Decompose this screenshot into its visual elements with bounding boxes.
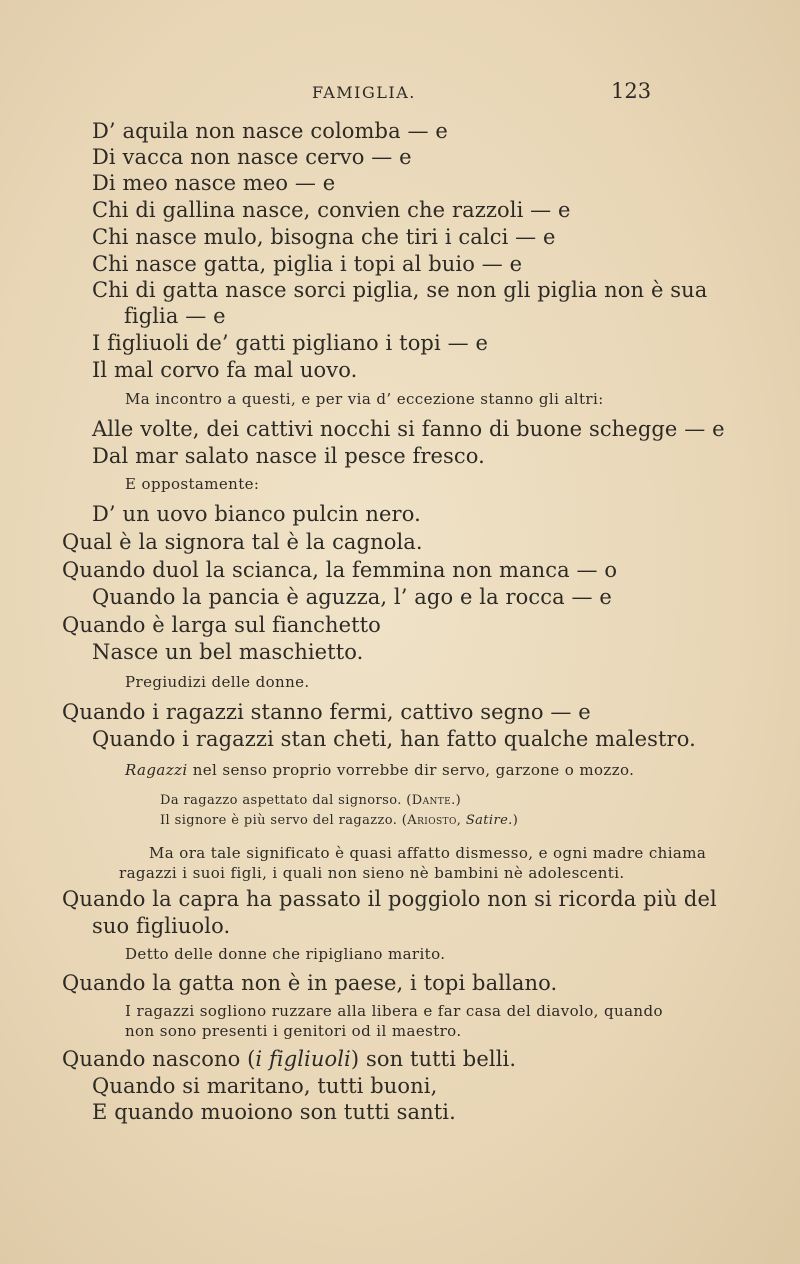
proverb-line: Quando i ragazzi stan cheti, han fatto qualche malestro.	[92, 727, 696, 751]
proverb-line: Quando duol la scianca, la femmina non manca — o	[62, 558, 618, 582]
commentary-note: Ma incontro a questi, e per via d’ eccezione stanno gli altri:	[125, 390, 604, 408]
literary-quote: Da ragazzo aspettato dal signorso. (Dante.)	[160, 793, 462, 808]
commentary-note: Ma ora tale significato è quasi affatto dismesso, e ogni madre chiama	[149, 844, 707, 862]
proverb-line: Quando è larga sul fianchetto	[62, 613, 381, 637]
proverb-line: Quando la pancia è aguzza, l’ ago e la rocca — e	[92, 585, 612, 609]
proverb-line: Chi di gallina nasce, convien che razzoli — e	[92, 198, 571, 222]
proverb-line: Di meo nasce meo — e	[92, 171, 336, 195]
author-name: Ariosto	[407, 813, 457, 828]
commentary-note: Pregiudizi delle donne.	[125, 673, 310, 691]
italic-term: Ragazzi	[125, 761, 188, 779]
page-number: 123	[611, 79, 652, 103]
commentary-note: E oppostamente:	[125, 475, 260, 493]
commentary-note: I ragazzi sogliono ruzzare alla libera e far casa del diavolo, quando	[125, 1002, 663, 1020]
proverb-line: Alle volte, dei cattivi nocchi si fanno di buone schegge — e	[92, 417, 725, 441]
proverb-line: Qual è la signora tal è la cagnola.	[62, 530, 423, 554]
work-title: Satire.	[465, 813, 513, 828]
proverb-line: Quando nascono (i figliuoli) son tutti belli.	[62, 1047, 517, 1071]
commentary-note: Detto delle donne che ripigliano marito.	[125, 945, 446, 963]
proverb-line: Chi nasce gatta, piglia i topi al buio — e	[92, 252, 523, 276]
commentary-note: Ragazzi nel senso proprio vorrebbe dir servo, garzone o mozzo.	[125, 761, 635, 779]
proverb-line: Quando si maritano, tutti buoni,	[92, 1074, 438, 1098]
proverb-line-continued: suo figliuolo.	[92, 914, 231, 938]
proverb-line: Di vacca non nasce cervo — e	[92, 145, 412, 169]
proverb-line: D’ un uovo bianco pulcin nero.	[92, 502, 421, 526]
proverb-line: Quando la capra ha passato il poggiolo non si ricorda più del	[62, 887, 717, 911]
commentary-note: non sono presenti i genitori od il maestro.	[125, 1022, 462, 1040]
commentary-note: ragazzi i suoi figli, i quali non sieno nè bambini nè adolescenti.	[119, 864, 625, 882]
proverb-line: Nasce un bel maschietto.	[92, 640, 364, 664]
proverb-line: Chi nasce mulo, bisogna che tiri i calci — e	[92, 225, 556, 249]
proverb-line: E quando muoiono son tutti santi.	[92, 1100, 456, 1124]
proverb-line: Il mal corvo fa mal uovo.	[92, 358, 358, 382]
literary-quote: Il signore è più servo del ragazzo. (Ariosto, Satire.)	[160, 813, 519, 828]
proverb-line: Chi di gatta nasce sorci piglia, se non gli piglia non è sua	[92, 278, 708, 302]
italic-term: i figliuoli	[255, 1047, 351, 1071]
page-header	[0, 79, 800, 109]
proverb-line: Quando la gatta non è in paese, i topi ballano.	[62, 971, 558, 995]
proverb-line: D’ aquila non nasce colomba — e	[92, 119, 448, 143]
author-name: Dante.	[411, 793, 456, 808]
proverb-line-continued: figlia — e	[124, 304, 226, 328]
running-title: FAMIGLIA.	[312, 83, 416, 102]
proverb-line: I figliuoli de’ gatti pigliano i topi — e	[92, 331, 488, 355]
proverb-line: Quando i ragazzi stanno fermi, cattivo segno — e	[62, 700, 591, 724]
proverb-line: Dal mar salato nasce il pesce fresco.	[92, 444, 485, 468]
